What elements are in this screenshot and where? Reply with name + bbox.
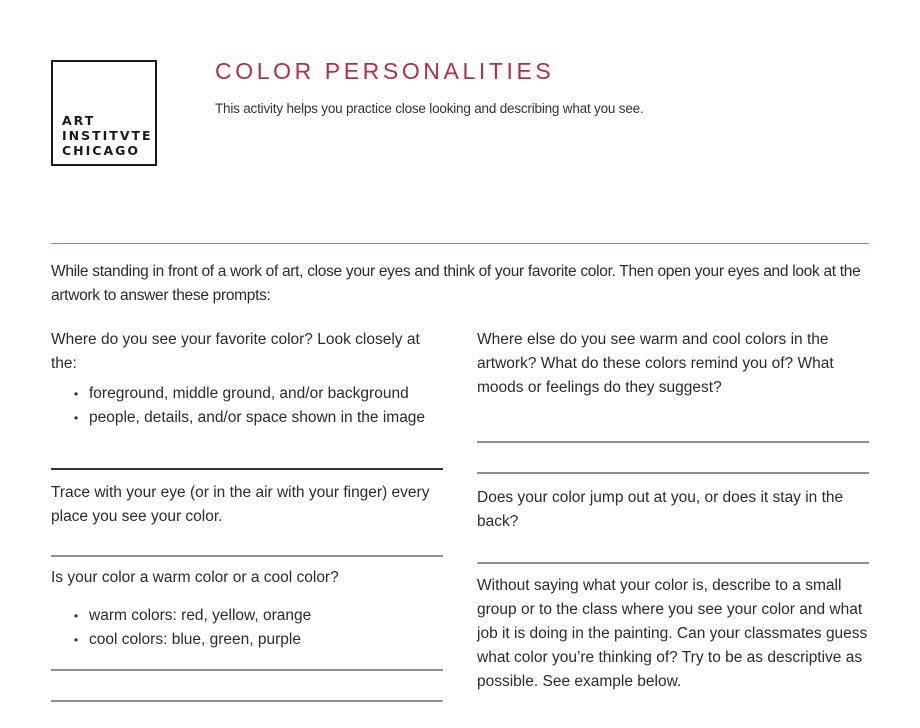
prompt-text: Where do you see your favorite color? Look closely at the: — [51, 331, 420, 372]
prompt-text: Trace with your eye (or in the air with your finger) every place you see your color. — [51, 484, 430, 525]
answer-line[interactable] — [51, 700, 443, 702]
bullet-item: • foreground, middle ground, and/or background — [89, 382, 446, 406]
bullet-item: • warm colors: red, yellow, orange — [89, 604, 446, 628]
logo-wordmark — [62, 113, 153, 158]
prompt-text: Where else do you see warm and cool colors in the artwork? What do these colors remind you of? What moods or feelings do they suggest? — [477, 331, 834, 396]
prompt-favorite-color-location — [51, 328, 446, 430]
answer-line[interactable] — [51, 555, 443, 557]
page-subtitle: This activity helps you practice close looking and describing what you see. — [215, 101, 644, 116]
answer-line[interactable] — [477, 562, 869, 564]
page-title: COLOR PERSONALITIES — [215, 58, 555, 84]
prompt-warm-or-cool — [51, 566, 446, 652]
bullet-item: • cool colors: blue, green, purple — [89, 628, 446, 652]
logo-line: CHICAGO — [62, 143, 141, 158]
intro-paragraph: While standing in front of a work of art, close your eyes and think of your favorite color. Then open your eyes and look at the artwork to answer these prompts: — [51, 263, 861, 304]
art-institute-logo — [51, 60, 157, 166]
prompt-text: Does your color jump out at you, or does it stay in the back? — [477, 489, 844, 530]
answer-line[interactable] — [51, 468, 443, 470]
answer-line[interactable] — [477, 441, 869, 443]
answer-line[interactable] — [477, 472, 869, 474]
prompt-text: Is your color a warm color or a cool color? — [51, 569, 339, 586]
prompt-text: Without saying what your color is, describe to a small group or to the class where you see your color and what job it is doing in the painting. Can your classmates guess what color you’re thinking of? Try to be as descriptive as possible. See example below. — [477, 577, 868, 690]
prompt-jump-out — [477, 486, 872, 534]
prompt-trace-color — [51, 481, 446, 529]
logo-line: ART — [62, 113, 96, 128]
answer-line[interactable] — [51, 669, 443, 671]
header-divider — [51, 243, 869, 244]
prompt-describe-to-group — [477, 574, 872, 694]
bullet-list — [51, 604, 446, 652]
bullet-list — [51, 382, 446, 430]
prompt-warm-cool-elsewhere — [477, 328, 872, 400]
bullet-item: • people, details, and/or space shown in the image — [89, 406, 446, 430]
logo-line: INSTITVTE — [62, 128, 153, 143]
